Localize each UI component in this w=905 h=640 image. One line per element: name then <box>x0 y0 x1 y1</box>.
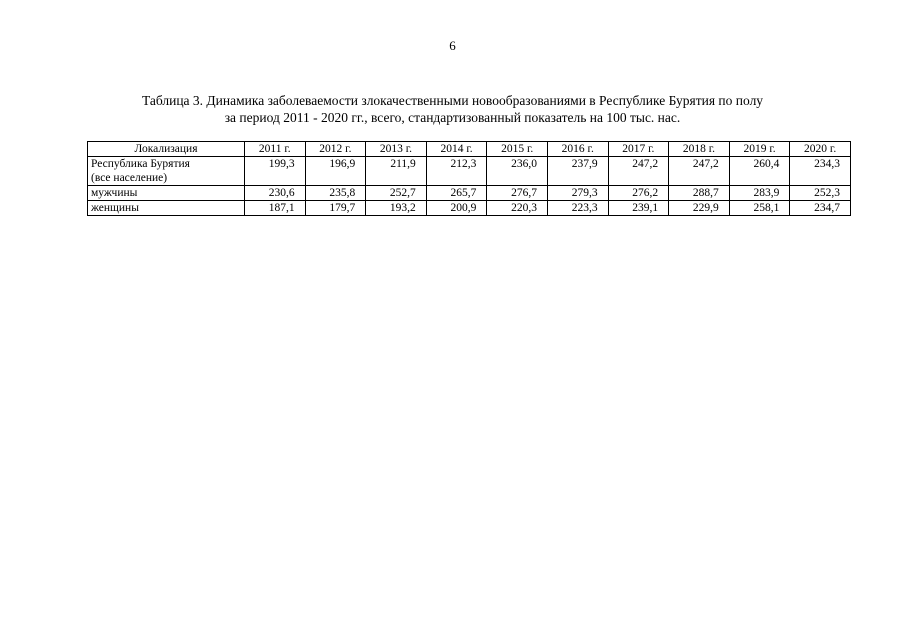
table-cell: 196,9 <box>305 157 366 186</box>
table-cell: 230,6 <box>245 186 306 201</box>
column-header-year: 2014 г. <box>426 142 487 157</box>
table-cell: 179,7 <box>305 201 366 216</box>
table-cell: 220,3 <box>487 201 548 216</box>
table-cell: 258,1 <box>729 201 790 216</box>
table-cell: 193,2 <box>366 201 427 216</box>
column-header-year: 2016 г. <box>547 142 608 157</box>
table-caption-line-2: за период 2011 - 2020 гг., всего, стандартизованный показатель на 100 тыс. нас. <box>224 110 681 125</box>
table-cell: 252,7 <box>366 186 427 201</box>
table-caption <box>60 92 845 126</box>
table-cell: 279,3 <box>547 186 608 201</box>
table-header-row <box>88 142 851 157</box>
table-cell: 187,1 <box>245 201 306 216</box>
row-label <box>88 157 245 186</box>
column-header-year: 2015 г. <box>487 142 548 157</box>
table-cell: 239,1 <box>608 201 669 216</box>
column-header-year: 2013 г. <box>366 142 427 157</box>
table-cell: 212,3 <box>426 157 487 186</box>
column-header-year: 2011 г. <box>245 142 306 157</box>
row-label-line-1: Республика Бурятия <box>91 158 190 170</box>
table-cell: 236,0 <box>487 157 548 186</box>
table-row <box>88 186 851 201</box>
row-label: женщины <box>88 201 245 216</box>
page-number: 6 <box>449 38 456 53</box>
table-cell: 223,3 <box>547 201 608 216</box>
table-cell: 229,9 <box>669 201 730 216</box>
table-cell: 199,3 <box>245 157 306 186</box>
column-header-year: 2012 г. <box>305 142 366 157</box>
table-cell: 234,3 <box>790 157 851 186</box>
table-cell: 247,2 <box>608 157 669 186</box>
column-header-year: 2019 г. <box>729 142 790 157</box>
table-cell: 252,3 <box>790 186 851 201</box>
column-header-label: Локализация <box>88 142 245 157</box>
table-cell: 200,9 <box>426 201 487 216</box>
table-cell: 276,7 <box>487 186 548 201</box>
table-cell: 288,7 <box>669 186 730 201</box>
table-cell: 283,9 <box>729 186 790 201</box>
incidence-table <box>87 141 851 216</box>
column-header-year: 2018 г. <box>669 142 730 157</box>
table-cell: 237,9 <box>547 157 608 186</box>
column-header-year: 2017 г. <box>608 142 669 157</box>
table-cell: 234,7 <box>790 201 851 216</box>
column-header-year: 2020 г. <box>790 142 851 157</box>
table-caption-line-1: Таблица 3. Динамика заболеваемости злокачественными новообразованиями в Республике Бурятия по полу <box>141 93 764 108</box>
table-cell: 276,2 <box>608 186 669 201</box>
table-cell: 211,9 <box>366 157 427 186</box>
table-cell: 265,7 <box>426 186 487 201</box>
row-label-line-2: (все население) <box>91 172 168 184</box>
table-row <box>88 157 851 186</box>
table-cell: 235,8 <box>305 186 366 201</box>
row-label: мужчины <box>88 186 245 201</box>
table-cell: 260,4 <box>729 157 790 186</box>
table-cell: 247,2 <box>669 157 730 186</box>
table-row <box>88 201 851 216</box>
